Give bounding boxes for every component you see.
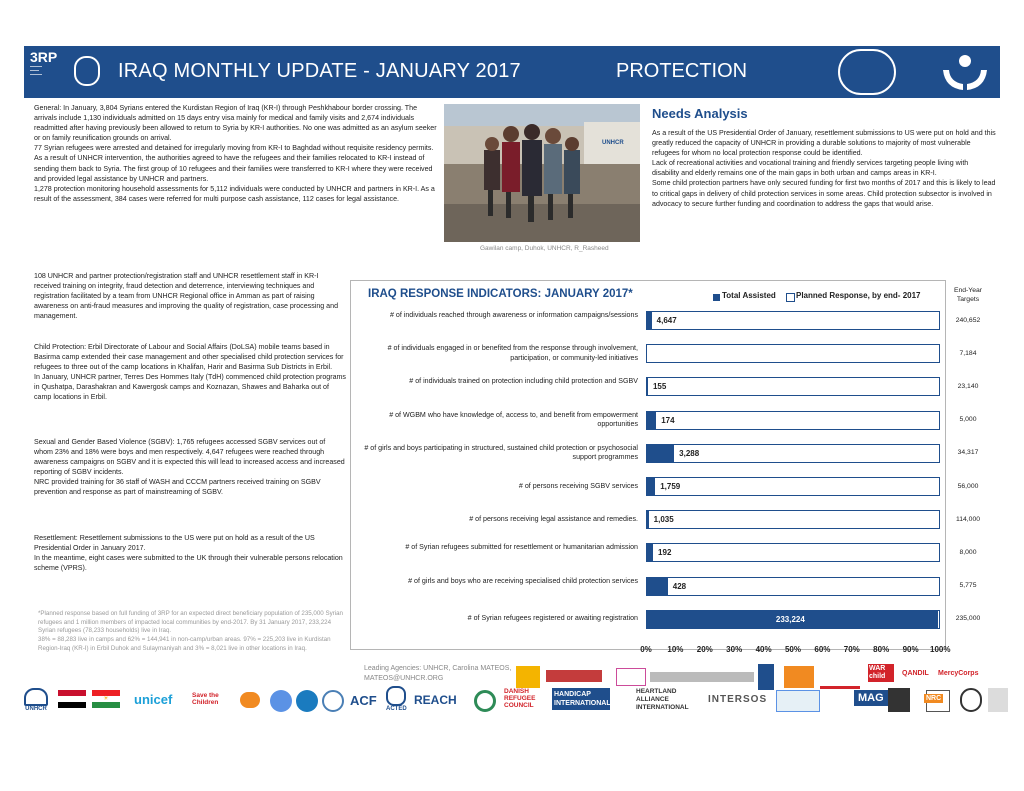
partner-logo-icon-8 [988,688,1008,712]
drc-logo: DANISH REFUGEE COUNCIL [504,688,536,709]
chart-planned-bar [646,477,940,496]
chart-assisted-bar [646,311,652,330]
footer-logo-bar [20,684,1010,724]
chart-x-tick: 80% [873,645,890,654]
chart-value-label: 3,288 [679,448,700,458]
partner-logo-icon-13 [758,664,774,690]
training-paragraph: 108 UNHCR and partner protection/registration staff and UNHCR resettlement staff in KR-I received training on integrity, fraud detection and deterrence, interviewing techniques and registration facilitated by a team from UNHCR Regional office in Amman as part of raising awareness on anti-fraud measures and improving the quality of registration, case processing and management. [34,272,339,321]
unhcr-sign: UNHCR [602,140,624,146]
mag-logo: MAG [854,690,888,706]
child-protection-paragraph: Child Protection: Erbil Directorate of Labour and Social Affairs (DoLSA) mobile teams based in Basirma camp extended their case management and other specialised child protection services for refugees to three out of the camp locations in Khalifan, Harir and Basirma Sub Districts in Erbil. In January, UNHCR partner, Terres Des Hommes Italy (TdH) commenced child protection programs in Qushatpa, Darashakran and Kawergosk camps and Koznazan, Shawes and Baharka out of camp locations in Erbil. [34,343,346,402]
chart-value-label: 155 [652,382,667,392]
chart-assisted-bar [646,477,655,496]
partner-logo-icon-10 [546,670,602,682]
chart-category-label: # of individuals reached through awareness or information campaigns/sessions [389,311,638,319]
chart-value-label: 233,224 [775,614,805,624]
chart-planned-bar [646,344,940,363]
chart-value-label: 1,035 [653,515,674,525]
chart-category-label: # of individuals engaged in or benefited from the response through involvement, participation, or community-led initiatives [387,344,638,362]
partner-logo-icon-2 [322,690,344,712]
legend-assisted-label: Total Assisted [722,291,776,300]
chart-target-value: 56,000 [957,482,979,490]
partner-logo-icon-7 [960,688,982,712]
nrc-logo: NRC [926,695,942,702]
chart-category-label: # of Syrian refugees submitted for resettlement or humanitarian admission [405,543,638,552]
chart-category-label: # of girls and boys who are receiving specialised child protection services [408,576,638,585]
page-title: IRAQ MONTHLY UPDATE - JANUARY 2017 [118,60,521,82]
chart-category-label: # of persons receiving legal assistance and remedies. [469,514,638,523]
chart-target-value: 5,775 [959,582,977,590]
partner-logo-icon-12 [650,672,754,682]
photo-caption: Gawilan camp, Duhok, UNHCR, R_Rasheed [480,245,609,252]
chart-target-value: 114,000 [955,515,981,523]
heartland-alliance-logo: HEARTLAND ALLIANCE INTERNATIONAL [636,688,689,711]
chart-target-value: 5,000 [959,416,977,424]
reach-logo: REACH [414,693,457,707]
unicef-logo: unicef [134,692,173,707]
acf-logo: ACF [350,693,377,708]
chart-assisted-bar [646,377,648,396]
chart-assisted-bar [646,411,656,430]
iraq-flag-icon [58,690,86,708]
legend-planned-label: Planned Response, by end- 2017 [796,291,921,300]
chart-value-label: 4,647 [656,316,677,325]
chart-assisted-bar [646,543,653,562]
chart-assisted-bar [646,510,649,529]
partner-logo-icon-5 [888,688,910,712]
who-logo-icon [296,690,318,712]
chart-x-tick: 10% [667,645,684,654]
chart-value-label: 428 [672,581,687,591]
handicap-international-logo: HANDICAP INTERNATIONAL [552,688,610,710]
chart-value-label: 1,759 [660,482,681,491]
chart-x-tick: 40% [755,645,772,654]
chart-planned-bar [646,543,940,562]
chart-x-tick: 20% [696,645,713,654]
acted-logo: ACTED [386,686,407,712]
partner-logo-icon [240,692,260,708]
chart-x-tick: 100% [930,645,951,654]
chart-category-label: # of persons receiving SGBV services [518,481,638,490]
un-logo-icon [270,690,292,712]
chart-target-value: 34,317 [957,449,979,457]
needs-analysis-body: As a result of the US Presidential Order of January, resettlement submissions to US were put on hold and this greatly reduced the capacity of UNHCR in providing a durable solutions to majority of most vulnerable refugees for whom no local protection response could be identified. Lack of recreational activities and vocational training and friendly services targeting people living with disability and elderly remains one of the main gaps in both urban and camps areas in KR-I. Some child protection partners have only secured funding for first two months of 2017 and this is likely to lead to critical gaps in delivery of child protection services in some areas. Child protection subsector is involved in advocacy to secure further funding and coordination to address the gaps that would arise. [652,129,996,208]
end-year-header: End-Year Targets [953,287,983,303]
footnote: *Planned response based on full funding of 3RP for an expected direct beneficiary population of 235,000 Syrian refugees and 1 million members of impacted local communities by end-2017. By 31 January 2017, 233,224 Syrian refugees (78,233 households) live in Iraq. 38% = 88,283 live in camps and 62% = 144,941 in non-camp/urban areas. 97% = 225,203 live in Kurdistan Region-Iraq (KR-I) in Erbil Duhok and Sulaymaniyah and 3% = 8,021 live in other locations in Iraq. [38,610,343,652]
chart-target-value: 8,000 [959,548,977,556]
lead-agencies: Leading Agencies: UNHCR, Carolina MATEOS, MATEOS@UNHCR.ORG [364,665,512,682]
partner-logo-icon-3 [474,690,496,712]
chart-title: IRAQ RESPONSE INDICATORS: JANUARY 2017* [368,288,633,300]
chart-planned-bar [646,377,940,396]
chart-planned-bar [646,311,940,330]
partner-logo-icon-15 [820,668,860,689]
chart-category-label: # of girls and boys participating in structured, sustained child protection or psychosocial support programmes [364,443,638,462]
chart-x-tick: 30% [726,645,743,654]
chart-target-value: 240,652 [955,316,981,324]
sgbv-paragraph: Sexual and Gender Based Violence (SGBV): 1,765 refugees accessed SGBV services out of whom 23% and 18% were boys and men respectively. 4,647 refugees were reached through awareness campaigns on SGBV and it is expected this will lead to increased access and increased reporting of SGBV incidents. NRC provided training for 36 staff of WASH and CCCM partners received training on SGBV prevention and response as part of mainstreaming of SGBV. [34,438,345,497]
chart-assisted-bar [646,444,674,463]
war-child-logo: WAR child [868,664,894,682]
resettlement-paragraph: Resettlement: Resettlement submissions to the US were put on hold as a result of the US Presidential Order in January 2017. In the meantime, eight cases were submitted to the UK through their vulnerable persons relocation scheme (VPRS). [34,534,343,573]
chart-planned-bar [646,411,940,430]
chart-category-label: # of individuals trained on protection including child protection and SGBV [409,377,638,386]
chart-x-tick: 70% [843,645,860,654]
partner-logo-icon-4 [776,690,820,712]
chart-target-value: 235,000 [955,615,981,623]
kurdistan-flag-icon: ☀ [92,690,120,708]
chart-category-label: # of Syrian refugees registered or awaiting registration [467,614,638,623]
mercy-corps-logo: MercyCorps [938,670,979,677]
qandil-logo: QANDIL [902,670,929,677]
chart-category-label: # of WGBM who have knowledge of, access to, and benefit from empowerment opportunities [389,410,638,429]
chart-x-tick: 60% [814,645,831,654]
chart-value-label: 174 [661,415,675,425]
chart-x-tick: 0% [640,645,652,654]
chart-x-tick: 90% [902,645,919,654]
general-paragraph: General: In January, 3,804 Syrians entered the Kurdistan Region of Iraq (KR-I) through Peshkhabour border crossing. The arrivals include 1,130 individuals admitted on 15 days entry visa mainly for medical and family visits and 2,674 individuals readmitted after having previously been allowed to return to Syria by KR-I authorities. No one was admitted as an asylum seeker or on family reunification grounds on arrival. 77 Syrian refugees were arrested and detained for irregularly moving from KR-I to Baghdad without requisite residency permits. As a result of UNHCR intervention, the authorities agreed to have the refugees and their families relocated to KR-I instead of sending them back to Syria. The first group of 10 refugees and their families were transferred to KR-I where they were received and provided legal assistance by UNHCR and partners. 1,278 protection monitoring household assessments for 5,112 individuals were conducted by UNHCR and partners in KR-I. As a result of the assessment, 384 cases were referred for multi purpose cash assistance, 112 cases for legal assistance. [34,104,437,203]
save-the-children-logo: Save the Children [192,692,219,706]
page-topic: PROTECTION [616,60,748,82]
partner-logo-icon-14 [784,666,814,688]
chart-x-tick: 50% [784,645,801,654]
intersos-logo: INTERSOS [708,694,768,705]
chart-planned-bar [646,510,940,529]
unhcr-logo: UNHCR [24,688,48,712]
needs-analysis-title: Needs Analysis [652,106,748,121]
chart-value-label: 192 [658,548,672,558]
chart-target-value: 23,140 [957,382,979,390]
chart-planned-bar [646,577,940,596]
partner-logo-icon-9 [516,666,540,688]
partner-logo-icon-11 [616,668,646,686]
chart-target-value: 7,184 [959,349,977,357]
3rp-logo: 3RP ▬▬▬▬ ▬▬▬ ▬▬▬▬ [30,49,58,76]
chart-assisted-bar [646,577,668,596]
